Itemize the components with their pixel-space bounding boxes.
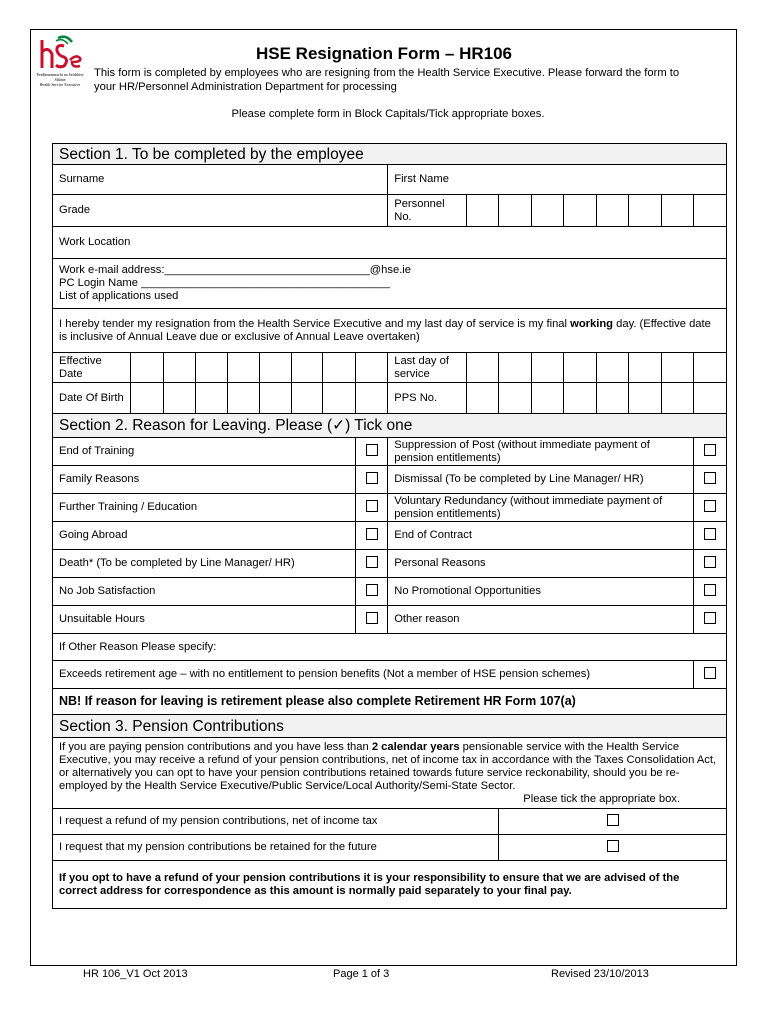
personnel-no-label: Personnel No. — [388, 195, 467, 227]
logo-caption: Feidhmeannacht na Seirbhíse Sláinte Health Service Executive — [36, 72, 84, 87]
pps-label: PPS No. — [388, 383, 467, 414]
dob-label: Date Of Birth — [53, 383, 131, 414]
pps-box[interactable] — [661, 383, 693, 414]
dob-box[interactable] — [356, 383, 388, 414]
reason-checkbox[interactable] — [693, 606, 726, 634]
effective-date-box[interactable] — [164, 353, 196, 383]
footer-revised-date: Revised 23/10/2013 — [551, 968, 649, 980]
last-day-box[interactable] — [467, 353, 499, 383]
reason-checkbox[interactable] — [693, 550, 726, 578]
last-day-box[interactable] — [628, 353, 661, 383]
section2-heading: Section 2. Reason for Leaving. Please (✓) Tick one — [53, 414, 727, 438]
reason-checkbox[interactable] — [356, 522, 388, 550]
reason-label: Going Abroad — [53, 522, 356, 550]
last-day-box[interactable] — [597, 353, 629, 383]
last-day-box[interactable] — [661, 353, 693, 383]
retirement-note: NB! If reason for leaving is retirement please also complete Retirement HR Form 107(a) — [53, 689, 727, 715]
reason-label: Family Reasons — [53, 466, 356, 494]
exceeds-retirement-checkbox[interactable] — [693, 661, 726, 689]
reason-label: Dismissal (To be completed by Line Manager/ HR) — [388, 466, 693, 494]
footer-form-version: HR 106_V1 Oct 2013 — [83, 968, 188, 980]
reason-checkbox[interactable] — [356, 438, 388, 466]
reason-checkbox[interactable] — [356, 494, 388, 522]
reason-checkbox[interactable] — [693, 438, 726, 466]
reason-label: Voluntary Redundancy (without immediate payment of pension entitlements) — [388, 494, 693, 522]
refund-warning: If you opt to have a refund of your pension contributions it is your responsibility to ensure that we are advised of the correct address for correspondence as this amount is normally paid separately to your final pay. — [53, 861, 727, 909]
exceeds-retirement-label: Exceeds retirement age – with no entitlement to pension benefits (Not a member of HSE pension schemes) — [53, 661, 694, 689]
personnel-no-box[interactable] — [564, 195, 597, 227]
applications-line: List of applications used — [59, 290, 179, 302]
pps-box[interactable] — [532, 383, 564, 414]
email-line: Work e-mail address:_________________________________@hse.ie — [59, 264, 412, 276]
personnel-no-box[interactable] — [499, 195, 532, 227]
effective-date-box[interactable] — [195, 353, 227, 383]
section1-heading: Section 1. To be completed by the employee — [53, 144, 727, 165]
intro-text: This form is completed by employees who are resigning from the Health Service Executive. Please forward the form to your HR/Personnel Administration Department for processing — [94, 67, 680, 93]
reason-checkbox[interactable] — [356, 550, 388, 578]
dob-box[interactable] — [227, 383, 259, 414]
pps-box[interactable] — [693, 383, 726, 414]
pps-box[interactable] — [499, 383, 532, 414]
reason-label: End of Training — [53, 438, 356, 466]
reason-label: Other reason — [388, 606, 693, 634]
reason-checkbox[interactable] — [356, 466, 388, 494]
reason-label: Death* (To be completed by Line Manager/ HR) — [53, 550, 356, 578]
declaration-text: I hereby tender my resignation from the Health Service Executive and my last day of service is my final working day. (Effective date is inclusive of Annual Leave due or exclusive of Annual Leave overtaken) — [53, 309, 727, 353]
reason-checkbox[interactable] — [356, 606, 388, 634]
last-day-label: Last day of service — [388, 353, 467, 383]
dob-box[interactable] — [131, 383, 164, 414]
last-day-box[interactable] — [532, 353, 564, 383]
personnel-no-box[interactable] — [661, 195, 693, 227]
personnel-no-box[interactable] — [628, 195, 661, 227]
pps-box[interactable] — [628, 383, 661, 414]
first-name-field[interactable]: First Name — [388, 165, 727, 195]
personnel-no-box[interactable] — [467, 195, 499, 227]
reason-checkbox[interactable] — [693, 578, 726, 606]
reason-label: No Promotional Opportunities — [388, 578, 693, 606]
personnel-no-box[interactable] — [693, 195, 726, 227]
last-day-box[interactable] — [693, 353, 726, 383]
refund-checkbox[interactable] — [499, 809, 727, 835]
last-day-box[interactable] — [564, 353, 597, 383]
effective-date-box[interactable] — [356, 353, 388, 383]
dob-box[interactable] — [323, 383, 356, 414]
footer-page-number: Page 1 of 3 — [333, 968, 390, 980]
reason-label: No Job Satisfaction — [53, 578, 356, 606]
instruction-text: Please complete form in Block Capitals/Tick appropriate boxes. — [231, 108, 545, 120]
pc-login-line: PC Login Name ________________________________________ — [59, 277, 390, 289]
effective-date-box[interactable] — [227, 353, 259, 383]
resignation-form-table — [52, 143, 727, 909]
effective-date-box[interactable] — [323, 353, 356, 383]
dob-box[interactable] — [164, 383, 196, 414]
reason-label: End of Contract — [388, 522, 693, 550]
reason-checkbox[interactable] — [693, 522, 726, 550]
reason-checkbox[interactable] — [693, 494, 726, 522]
other-reason-field[interactable]: If Other Reason Please specify: — [53, 634, 727, 661]
section3-heading: Section 3. Pension Contributions — [53, 715, 727, 738]
reason-label: Unsuitable Hours — [53, 606, 356, 634]
pension-paragraph: If you are paying pension contributions and you have less than 2 calendar years pensionable service with the Health Service Executive, you may receive a refund of your pension contributions, net of income tax in accordance with the Taxes Consolidation Act, or alternatively you can opt to have your pension contributions retained towards future service reckonability, should you be re-employed by the Health Service Executive/Public Service/Local Authority/Semi-State Sector. Please tick the appropriate box. — [53, 738, 727, 809]
reason-label: Suppression of Post (without immediate payment of pension entitlements) — [388, 438, 693, 466]
effective-date-label: Effective Date — [53, 353, 131, 383]
effective-date-box[interactable] — [131, 353, 164, 383]
tick-note: Please tick the appropriate box. — [523, 792, 680, 805]
reason-checkbox[interactable] — [356, 578, 388, 606]
grade-field[interactable]: Grade — [53, 195, 388, 227]
dob-box[interactable] — [291, 383, 323, 414]
reason-label: Further Training / Education — [53, 494, 356, 522]
dob-box[interactable] — [195, 383, 227, 414]
effective-date-box[interactable] — [291, 353, 323, 383]
pps-box[interactable] — [467, 383, 499, 414]
reason-label: Personal Reasons — [388, 550, 693, 578]
reason-checkbox[interactable] — [693, 466, 726, 494]
pps-box[interactable] — [597, 383, 629, 414]
dob-box[interactable] — [259, 383, 291, 414]
effective-date-box[interactable] — [259, 353, 291, 383]
login-details[interactable] — [53, 259, 727, 309]
work-location-field[interactable]: Work Location — [53, 227, 727, 259]
last-day-box[interactable] — [499, 353, 532, 383]
retain-label: I request that my pension contributions be retained for the future — [53, 835, 499, 861]
refund-label: I request a refund of my pension contributions, net of income tax — [53, 809, 499, 835]
retain-checkbox[interactable] — [499, 835, 727, 861]
personnel-no-box[interactable] — [597, 195, 629, 227]
page-title: HSE Resignation Form – HR106 — [255, 44, 512, 63]
personnel-no-box[interactable] — [532, 195, 564, 227]
surname-field[interactable]: Surname — [53, 165, 388, 195]
pps-box[interactable] — [564, 383, 597, 414]
